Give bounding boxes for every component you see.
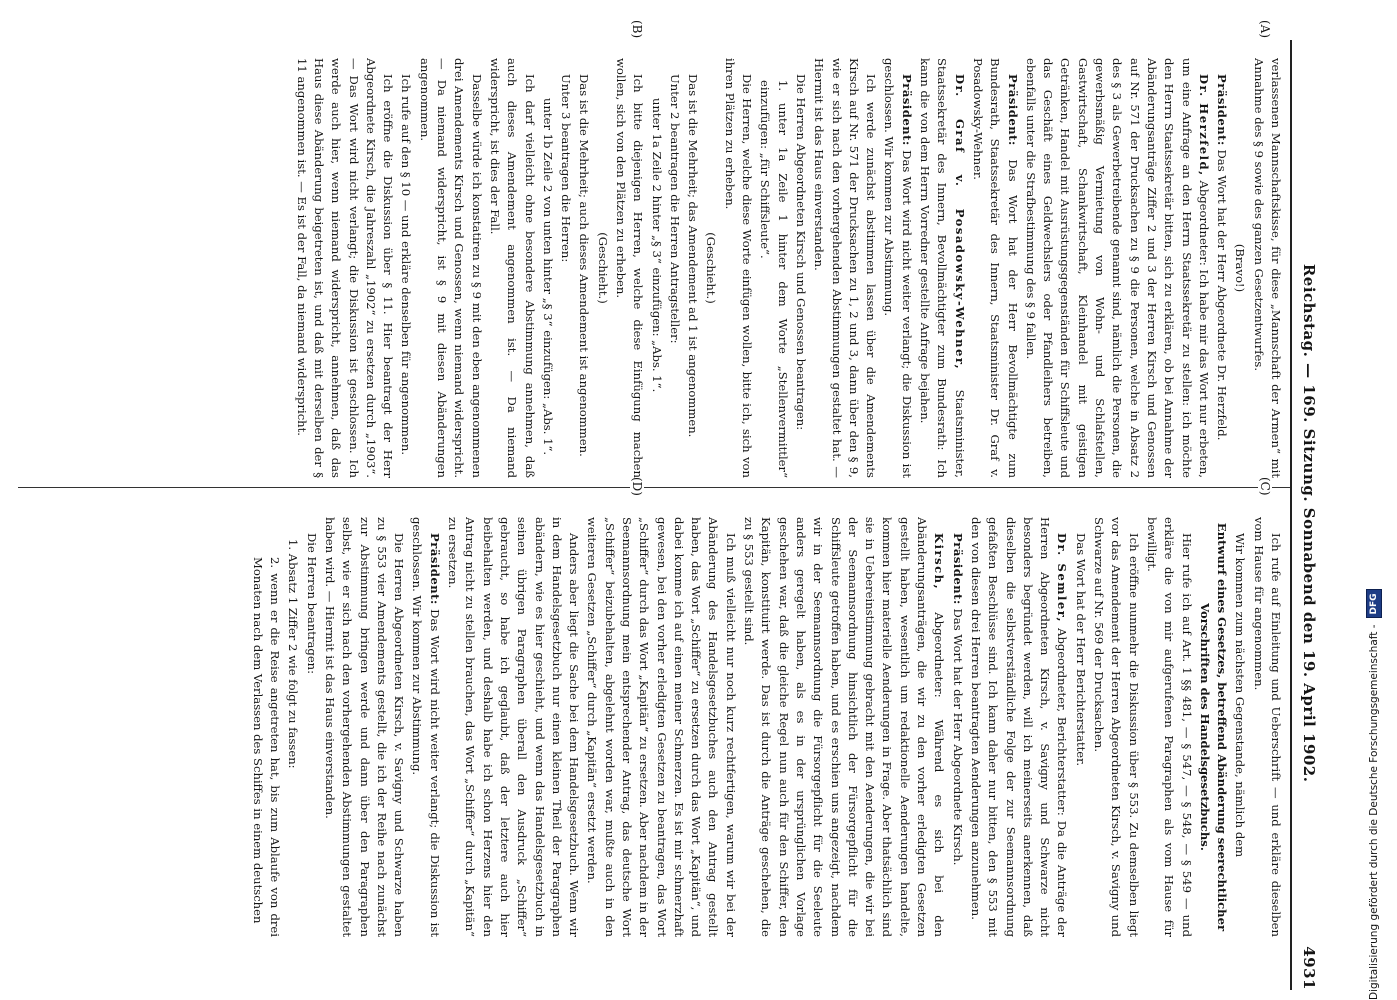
right-column bbox=[44, 517, 1284, 937]
speech-text: Das Wort wird nicht weiter verlangt; die Diskussion ist geschlossen. Wir kommen zur Abstimmung. bbox=[882, 58, 914, 478]
speaker-name: Präsident: bbox=[899, 74, 914, 146]
paragraph bbox=[967, 517, 1071, 937]
speaker-name: Dr. Graf v. Posadowsky-Wehner, bbox=[952, 74, 967, 371]
paragraph: Ich rufe auf Einleitung und Ueberschrift — und erkläre dieselben vom Hause für angenommen. bbox=[1251, 517, 1283, 937]
paragraph: Ich darf vielleicht ohne besondere Abstimmung annehmen, daß auch dieses Amendement angenommen ist. — Da niemand widerspricht, ist dies der Fall. bbox=[487, 58, 537, 478]
paragraph: Hier rufe ich auf Art. 1 §§ 481, — § 547, — § 548, — § 549 — und erkläre die von mir aufgerufenen Paragraphen als vom Hause für bewilligt. bbox=[1144, 517, 1194, 937]
paragraph bbox=[408, 517, 443, 937]
speech-text: Das Wort hat der Herr Bevollmächtigte zum Bundesrath, Staatssekretär des Innern, Staatsminister Dr. Graf v. Posadowsky-Wehner. bbox=[970, 58, 1020, 478]
paragraph bbox=[740, 517, 948, 937]
page-header bbox=[1296, 40, 1322, 990]
paragraph bbox=[1213, 58, 1230, 478]
column-divider bbox=[18, 487, 1290, 488]
motion-item: 2. wenn er die Reise angetreten hat, bis zum Ablaufe von drei Monaten nach dem Verlassen des Schiffes in einem deutschen bbox=[250, 557, 283, 937]
newspaper-page bbox=[12, 0, 1322, 1000]
margin-marker-d: (D) bbox=[630, 477, 644, 496]
margin-marker-b: (B) bbox=[630, 20, 644, 39]
paragraph bbox=[880, 58, 915, 478]
paragraph: Wir kommen zum nächsten Gegenstande, nämlich dem bbox=[1233, 533, 1248, 858]
dfg-logo-icon: DFG bbox=[1366, 589, 1382, 618]
paragraph: Ich bitte diejenigen Herren, welche diese Einfügung machen wollen, sich von den Plätzen zu erheben. bbox=[614, 58, 646, 478]
interjection: (Geschieht.) bbox=[704, 232, 719, 304]
paragraph: Unter 2 beantragen die Herren Antragsteller: bbox=[667, 74, 682, 344]
paragraph: Anders aber liegt die Sache bei dem Handelsgesetzbuch. Wenn wir in dem Handelsgesetzbuch nur einen kleinen Theil der Paragraphen abändern, wie es hier geschieht, und wenn das Handelsgesetzbuch in seinen übrigen Paragraphen überall den Ausdruck „Schiffer“ gebraucht, so habe ich geglaubt, daß der letztere auch hier beibehalten werden, und deshalb habe ich schon Herzens hier den Antrag nicht zu stellen brauchen, das Wort „Schiffer“ durch „Kapitän“ zu ersetzen. bbox=[446, 517, 582, 937]
speaker-name: Kirsch, bbox=[932, 533, 947, 591]
paragraph: Die Herren, welche diese Worte einfügen wollen, bitte ich, sich von ihren Plätzen zu erheben. bbox=[722, 58, 755, 478]
speech-text: Abgeordneter: Ich habe mir das Wort nur erbeten, um eine Anfrage an den Herrn Staatssekretär zu stellen: ich möchte den Herrn Staatssekretär bitten, sich zu erklären, ob bei Annahme der Abänderungsanträge Ziffer 2 und 3 der Herren Kirsch und Genossen auf Nr. 571 der Drucksachen zu § 9 die Personen, welche in Absatz 2 des § 3 als Gewerbetreibende genannt sind, nämlich die Personen, die gewerbsmäßig Vermietung von Wohn- und Schlafstellen, Gastwirtschaft, Schankwirtschaft, Kleinhandel mit geistigen Getränken, Handel mit Ausrüstungsgegenständen für Schiffsleute und das Geschäft eines Geldwechslers oder Pfandleihers betreiben, ebenfalls unter die Strafbestimmung des § 9 fallen. bbox=[1023, 58, 1211, 478]
paragraph: verlassenen Mannschaftskisse, für diese „Mannschaft der Armen“ mit Annahme des § 9 sowie des ganzen Gesetzentwurfes. bbox=[1251, 58, 1283, 478]
speech-text: Das Wort wird nicht weiter verlangt; die Diskussion ist geschlossen. Wir kommen zur Abstimmung. bbox=[410, 517, 442, 937]
motion-item: 1. Absatz 1 Ziffer 2 wie folgt zu fassen: bbox=[286, 539, 301, 769]
interjection: (Geschieht.) bbox=[595, 232, 610, 304]
left-column bbox=[44, 58, 1284, 478]
paragraph: Ich werde zunächst abstimmen lassen über die Amendements Kirsch auf Nr. 571 der Drucksachen zu 1, 2 und 3, dann über den § 9, wie er sich nach den vorhergehenden Abstimmungen gestaltet hat. — Hiermit ist das Haus einverstanden. bbox=[812, 58, 879, 478]
credit-text: Digitalisierung gefördert durch die Deutsche Forschungsgemeinschaft - bbox=[1368, 624, 1380, 1000]
paragraph: Die Herren Abgeordneten Kirsch, v. Savigny und Schwarze haben zu § 553 vier Amendements gestellt, die ich der Reihe nach zunächst zur Abstimmung bringen werde und dann über den Paragraphen selbst, wie er sich nach den vorhergehenden Abstimmungen gestaltet haben wird. — Hiermit ist das Haus einverstanden. bbox=[322, 517, 407, 937]
speaker-name: Präsident: bbox=[1215, 74, 1230, 146]
margin-marker-a: (A) bbox=[1258, 20, 1272, 39]
motion-item: unter 1a Zeile 2 hinter „§ 3“ einzufügen: „Abs. 1“. bbox=[649, 98, 664, 393]
speaker-name: Präsident: bbox=[427, 533, 442, 605]
speech-text: Abgeordneter, Berichterstatter: Da die Anträge der Herren Abgeordneten Kirsch, v. Savigny und Schwarze nicht besonders begründet werden, will ich meinerseits anerkennen, daß dieselben die selbstverständliche Folge der zur Seemannsordnung gefaßten Beschlüsse sind. Ich kann daher nur bitten, den § 553 mit den von diesen drei Herren beantragten Aenderungen anzunehmen. bbox=[968, 517, 1070, 937]
speaker-name: Dr. Herzfeld, bbox=[1196, 74, 1211, 177]
paragraph: Die Herren beantragen: bbox=[304, 533, 319, 675]
paragraph: Ich eröffne nunmehr die Diskussion über § 553. Zu demselben liegt vor das Amendement der Herren Abgeordneten Kirsch, v. Savigny und Schwarze auf Nr. 569 der Drucksachen. bbox=[1092, 517, 1141, 937]
paragraph: Dasselbe würde ich konstatiren zu § 9 mit den eben angenommenen drei Amendements Kirsch und Genossen, wenn niemand widerspricht. — Da niemand widerspricht, ist § 9 mit diesen Abänderungen angenommen. bbox=[417, 58, 484, 478]
paragraph: Die Herren Abgeordneten Kirsch und Genossen beantragen: bbox=[793, 74, 808, 431]
speaker-name: Dr. Semler, bbox=[1055, 533, 1070, 624]
motion-item: 1. unter 1a Zeile 1 hinter dem Worte „Stellenvermittler“ einzufügen: „für Schiffsleute“. bbox=[758, 80, 790, 478]
margin-marker-c: (C) bbox=[1258, 477, 1272, 496]
paragraph bbox=[969, 58, 1021, 478]
paragraph bbox=[916, 58, 968, 478]
paragraph bbox=[948, 517, 965, 937]
section-heading: Entwurf eines Gesetzes, betreffend Abänderung seerechtlicher Vorschriften des Handelsgesetzbuchs. bbox=[1197, 522, 1230, 932]
paragraph: Unter 3 beantragen die Herren: bbox=[559, 74, 574, 263]
header-title: Reichstag. — 169. Sitzung. Sonnabend den 19. April 1902. bbox=[1300, 263, 1318, 783]
paragraph: Ich rufe auf den § 10 — und erkläre denselben für angenommen. bbox=[399, 74, 414, 456]
header-rule bbox=[1290, 40, 1292, 990]
speech-text: Das Wort hat der Herr Abgeordnete Kirsch. bbox=[950, 608, 965, 866]
paragraph: Das Wort hat der Herr Berichterstatter. bbox=[1073, 533, 1088, 767]
paragraph bbox=[1022, 58, 1212, 478]
page-number: 4931 bbox=[1300, 946, 1318, 990]
speech-text: Abgeordneter: Während es sich bei den Abänderungsanträgen, die wir zu den vorher erledigten Gesetzen gestellt haben, wesentlich um redaktionelle Aenderungen handelte, kommen hier materielle Aenderungen in Frage. Aber thatsächlich sind sie in Uebereinstimmung gebracht mit den Aenderungen, die wir bei der Seemannsordnung hinsichtlich der Fürsorgepflicht für die Schiffsleute getroffen haben, und es erschien uns angezeigt, nachdem wir in der Seemannsordnung die Fürsorgepflicht für die Seeleute anders geregelt haben, als es in der ursprünglichen Vorlage geschehen war, daß die gleiche Regel nun auch für den Schiffer, den Kapitän, konstituirt werde. Das ist durch die Anträge geschehen, die zu § 553 gestellt sind. bbox=[742, 517, 947, 937]
speech-text: Staatsminister, Staatssekretär des Innern, Bevollmächtigter zum Bundesrath: Ich kann die von dem Herrn Vorredner gestellte Anfrage bejahen. bbox=[918, 58, 967, 478]
digitization-credit bbox=[1366, 593, 1382, 1000]
speaker-name: Präsident: bbox=[1005, 74, 1020, 146]
motion-item: unter 1b Zeile 2 von unten hinter „§ 3“ einzufügen: „Abs. 1“. bbox=[540, 98, 555, 456]
paragraph: Das ist die Mehrheit; das Amendement ad 1 ist angenommen. bbox=[686, 74, 701, 438]
speech-text: Das Wort hat der Herr Abgeordnete Dr. Herzfeld. bbox=[1215, 149, 1230, 441]
paragraph: Ich muß vielleicht nur noch kurz rechtfertigen, warum wir bei der Abänderung des Handelsgesetzbuches auch den Antrag gestellt haben, das Wort „Schiffer“ zu ersetzen durch das Wort „Kapitän“, und dabei komme ich auf einen meiner Schmerzen. Es ist mir schmerzhaft gewesen, bei den vorher erledigten Gesetzen zu beantragen, das Wort „Schiffer“ durch das Wort „Kapitän“ zu ersetzen. Aber nachdem in der Seemannsordnung mein entsprechender Antrag, das deutsche Wort „Schiffer“ beizubehalten, abgelehnt worden war, mußte auch in den weiteren Gesetzen „Schiffer“ durch „Kapitän“ ersetzt werden. bbox=[585, 517, 738, 937]
interjection: (Bravo!) bbox=[1233, 243, 1248, 293]
paragraph: Das ist die Mehrheit; auch dieses Amendement ist angenommen. bbox=[577, 74, 592, 457]
paragraph: Ich eröffne die Diskussion über § 11. Hier beantragt der Herr Abgeordnete Kirsch, die Jahreszahl „1902“ zu ersetzen durch „1903“. — Das Wort wird nicht verlangt; die Diskussion ist geschlossen. Ich werde auch hier, wenn niemand widerspricht, annehmen, daß das Haus diese Abänderung beigetreten ist, und daß mit derselben der § 11 angenommen ist. — Es ist der Fall, da niemand widerspricht. bbox=[294, 58, 396, 478]
speaker-name: Präsident: bbox=[950, 533, 965, 605]
